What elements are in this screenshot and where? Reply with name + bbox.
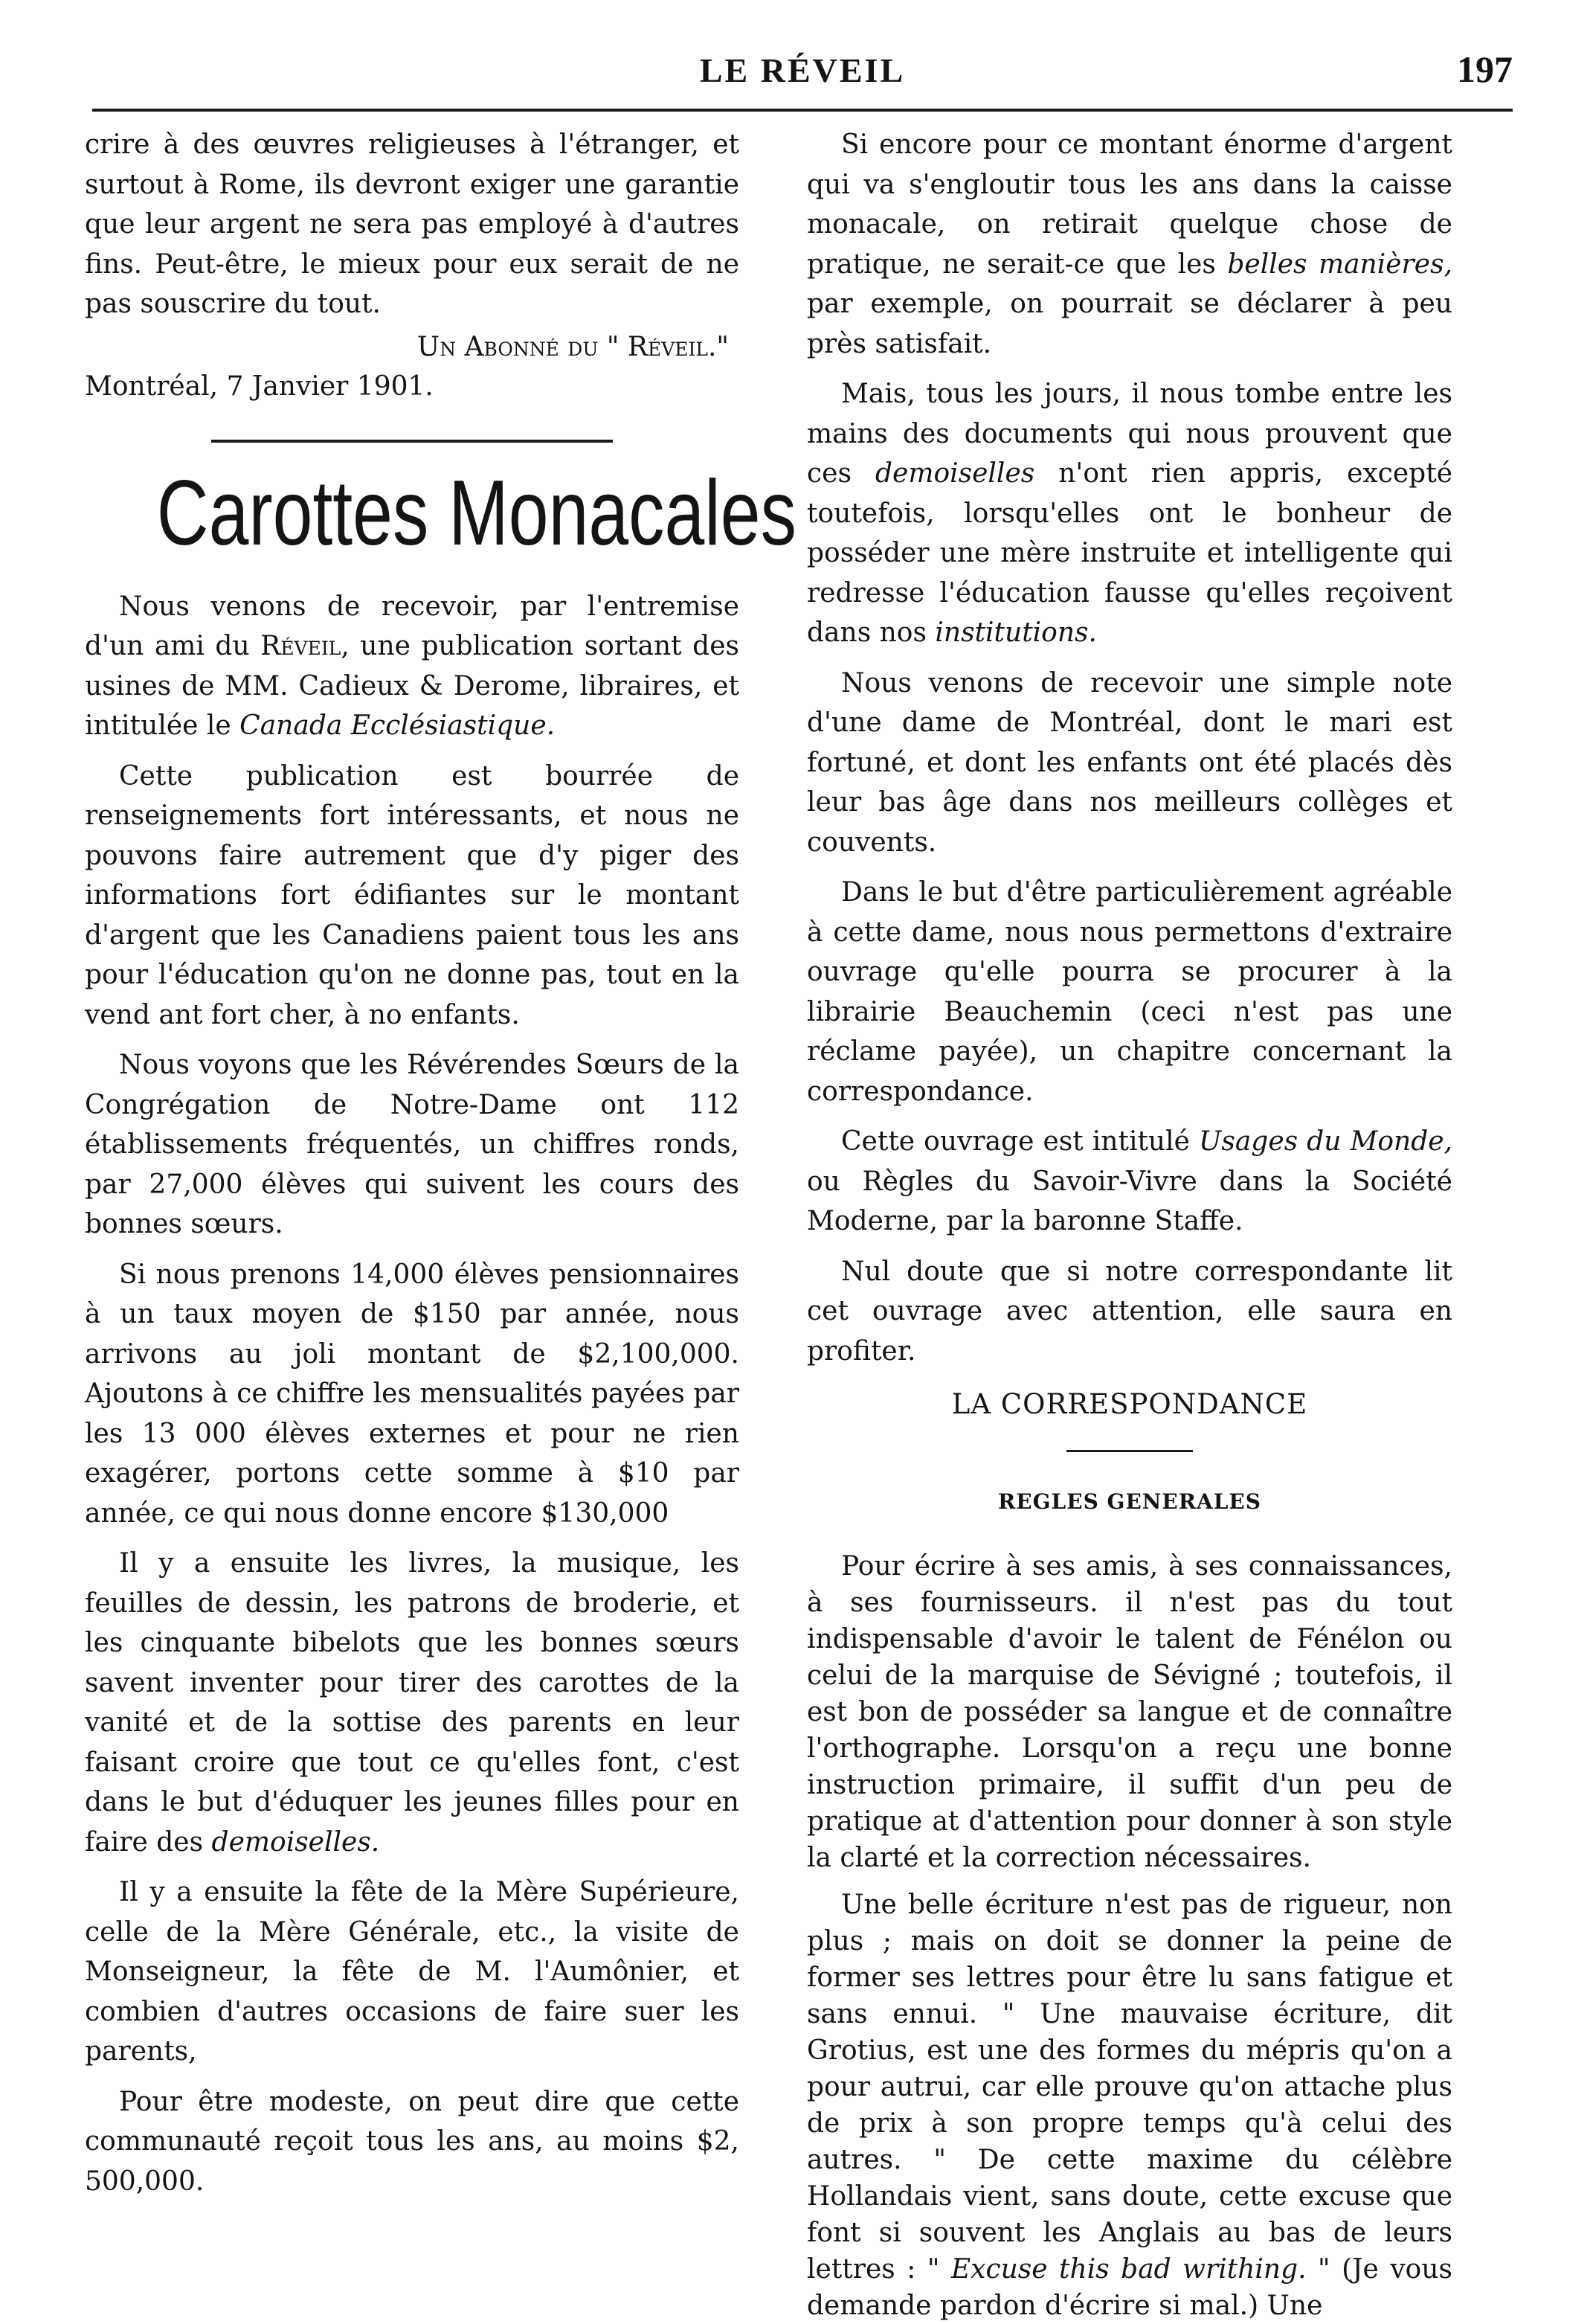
text-run: , une publication sortant des usines de MM. Cadieux & Derome, libraires, et intitulée le bbox=[85, 631, 739, 741]
page-number: 197 bbox=[1457, 48, 1513, 90]
subsection-title: REGLES GENERALES bbox=[998, 1489, 1261, 1514]
paragraph bbox=[807, 1887, 1452, 2324]
left-column bbox=[85, 125, 796, 2201]
emphasis: Usages du Monde, bbox=[1199, 1126, 1452, 1157]
text-run: ou Règles du Savoir-Vivre dans la Société Moderne, par la baronne Staffe. bbox=[807, 1166, 1452, 1236]
publication-title: Canada Ecclésiastique. bbox=[239, 710, 556, 741]
paragraph: Il y a ensuite la fête de la Mère Supérieure, celle de la Mère Générale, etc., la visite de Monseigneur, la fête de M. l'Aumônier, et combien d'autres occasions de faire suer les parents, bbox=[85, 1877, 739, 2067]
paragraph: Pour être modeste, on peut dire que cette communauté reçoit tous les ans, au moins $2, 500,000. bbox=[85, 2086, 739, 2197]
emphasis: demoiselles bbox=[875, 458, 1035, 489]
text-run: Si encore pour ce montant énorme d'argent qui va s'engloutir tous les ans dans la caisse monacale, on retirait quelque chose de pratique, ne serait-ce que les bbox=[807, 129, 1452, 280]
emphasis: belles manières, bbox=[1227, 248, 1452, 280]
paragraph: Nul doute que si notre correspondante lit cet ouvrage avec attention, elle saura en profiter. bbox=[807, 1256, 1452, 1367]
text-run: Mais, tous les jours, il nous tombe entre les mains des documents qui nous prouvent que ces bbox=[807, 379, 1452, 489]
article-headline: Carottes Monacales bbox=[156, 461, 796, 565]
paragraph bbox=[807, 125, 1452, 364]
paragraph bbox=[807, 1122, 1452, 1242]
emphasis: Excuse this bad writhing. bbox=[950, 2254, 1307, 2285]
paragraph: Dans le but d'être particulièrement agréable à cette dame, nous nous permettons d'extraire ouvrage qu'elle pourra se procurer à la librairie Beauchemin (ceci n'est pas une réclame payée), un chapitre concernant la correspondance. bbox=[807, 877, 1452, 1107]
text-run: Cette ouvrage est intitulé bbox=[841, 1126, 1199, 1157]
journal-name: Réveil bbox=[260, 631, 341, 661]
emphasis: institutions. bbox=[935, 617, 1097, 648]
paragraph-continued: crire à des œuvres religieuses à l'étranger, et surtout à Rome, ils devront exiger une garantie que leur argent ne sera pas employé à d'autres fins. Peut-être, le mieux pour eux serait de ne pas souscrire du tout. bbox=[85, 129, 739, 319]
emphasis: demoiselles. bbox=[211, 1826, 380, 1858]
paragraph bbox=[85, 1544, 739, 1862]
paragraph: Nous venons de recevoir une simple note d'une dame de Montréal, dont le mari est fortuné, et dont les enfants ont été placés dès leur bas âge dans nos meilleurs collèges et couvents. bbox=[807, 667, 1452, 858]
text-run: n'ont rien appris, excepté toutefois, lorsqu'elles ont le bonheur de posséder une mère instruite et intelligente qui redresse l'éducation fausse qu'elles reçoivent dans nos bbox=[807, 458, 1453, 648]
separator-rule bbox=[211, 440, 613, 443]
paragraph: Cette publication est bourrée de renseignements fort intéressants, et nous ne pouvons faire autrement que d'y piger des informations fort édifiantes sur le montant d'argent que les Canadiens paient tous les ans pour l'éducation qu'on ne donne pas, tout en la vend ant fort cher, à no enfants. bbox=[85, 760, 739, 1030]
text-run: par exemple, on pourrait se déclarer à peu près satisfait. bbox=[807, 289, 1452, 359]
text-run: Il y a ensuite les livres, la musique, les feuilles de dessin, les patrons de broderie, et les cinquante bibelots que les bonnes sœurs savent inventer pour tirer des carottes de la vanité et de la sottise des parents en leur faisant croire que tout ce qu'elles font, c'est dans le but d'éduquer les jeunes filles pour en faire des bbox=[85, 1548, 739, 1858]
paragraph bbox=[85, 587, 739, 746]
paragraph bbox=[807, 374, 1452, 653]
section-title: LA CORRESPONDANCE bbox=[951, 1388, 1308, 1420]
dateline: Montréal, 7 Janvier 1901. bbox=[85, 371, 434, 402]
right-column bbox=[807, 125, 1452, 2324]
ornament-rule bbox=[1066, 1450, 1193, 1452]
text-run: Une belle écriture n'est pas de rigueur, non plus ; mais on doit se donner la peine de former ses lettres pour être lu sans fatigue et sans ennui. " Une mauvaise écriture, dit Grotius, est une des formes du mépris qu'on a pour autrui, car elle prouve qu'on attache plus de prix à son propre temps qu'à celui des autres. " De cette maxime du célèbre Hollandais vient, sans doute, cette excuse que font si souvent les Anglais au bas de leurs lettres : " bbox=[807, 1890, 1452, 2285]
paragraph: Pour écrire à ses amis, à ses connaissances, à ses fournisseurs. il n'est pas du tout indispensable d'avoir le talent de Fénélon ou celui de la marquise de Sévigné ; toutefois, il est bon de posséder sa langue et de connaître l'orthographe. Lorsqu'on a reçu une bonne instruction primaire, il suffit d'un peu de pratique at d'attention pour donner à son style la clarté et la correction nécessaires. bbox=[807, 1551, 1452, 1873]
text-run: Nous venons de recevoir, par l'entremise d'un ami du bbox=[85, 591, 739, 661]
running-title: LE RÉVEIL bbox=[699, 51, 906, 89]
paragraph: Nous voyons que les Révérendes Sœurs de la Congrégation de Notre-Dame ont 112 établissements fréquentés, un chiffres ronds, par 27,000 élèves qui suivent les cours des bonnes sœurs. bbox=[85, 1050, 739, 1239]
header-rule bbox=[92, 109, 1513, 112]
signature: Un Abonné du " Réveil." bbox=[416, 331, 729, 362]
paragraph: Si nous prenons 14,000 élèves pensionnaires à un taux moyen de $150 par année, nous arrivons au joli montant de $2,100,000. Ajoutons à ce chiffre les mensualités payées par les 13 000 élèves externes et pour ne rien exagérer, portons cette somme à $10 par année, ce qui nous donne encore $130,000 bbox=[85, 1259, 739, 1529]
page-header bbox=[92, 45, 1513, 97]
text-run: " (Je vous demande pardon d'écrire si mal.) Une bbox=[807, 2254, 1452, 2321]
